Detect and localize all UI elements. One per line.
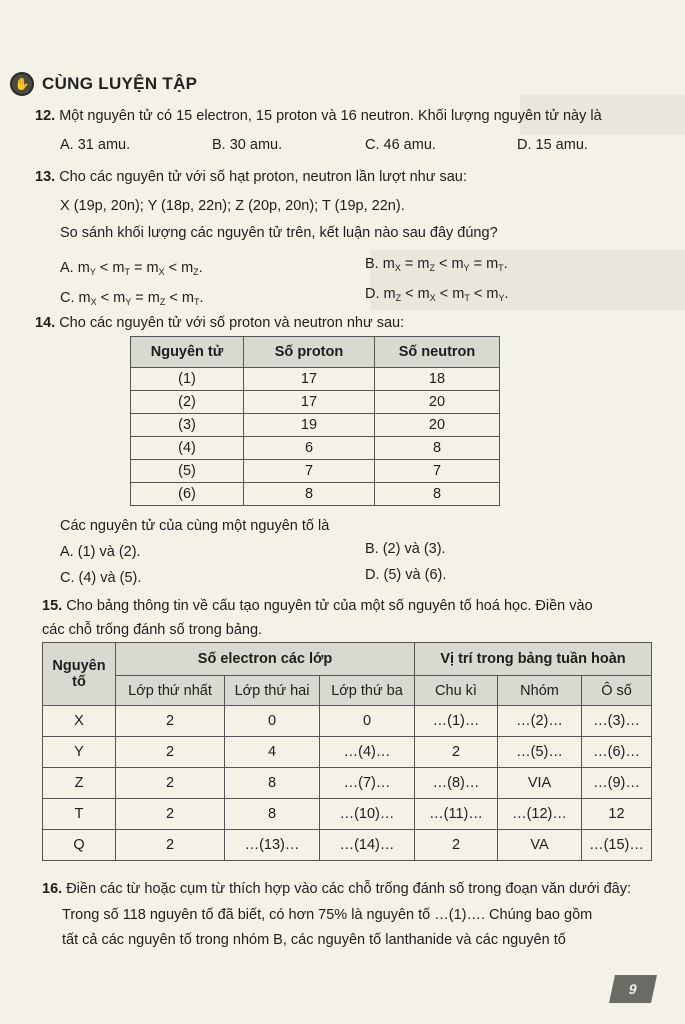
question-number: 12. xyxy=(35,108,56,124)
question-prompt: Các nguyên tử của cùng một nguyên tố là xyxy=(60,518,330,534)
option-b: B. (2) và (3). xyxy=(365,541,446,557)
table-cell: (1) xyxy=(131,368,244,391)
question-text: Cho bảng thông tin về cấu tạo nguyên tử của một số nguyên tố hoá học. Điền vào xyxy=(66,598,593,614)
question-number: 13. xyxy=(35,169,56,185)
table-cell: 8 xyxy=(375,437,500,460)
table-cell: …(7)… xyxy=(320,768,415,799)
table-row xyxy=(131,414,500,437)
table-cell: …(8)… xyxy=(415,768,498,799)
column-header xyxy=(43,643,116,706)
column-header: Lớp thứ ba xyxy=(320,676,415,706)
table-cell: 8 xyxy=(225,768,320,799)
table-cell: …(3)… xyxy=(582,706,652,737)
column-header: Nhóm xyxy=(498,676,582,706)
question-16 xyxy=(42,881,631,897)
table-cell: X xyxy=(43,706,116,737)
table-cell: 2 xyxy=(116,706,225,737)
table-cell: (3) xyxy=(131,414,244,437)
option-c: C. (4) và (5). xyxy=(60,570,142,586)
table-cell: (2) xyxy=(131,391,244,414)
table-cell: 17 xyxy=(244,391,375,414)
table-cell: (6) xyxy=(131,483,244,506)
paragraph-line: Trong số 118 nguyên tố đã biết, có hơn 75% là nguyên tố …(1)…. Chúng bao gồm xyxy=(62,907,593,923)
column-group-header: Vị trí trong bảng tuần hoàn xyxy=(415,643,652,676)
table-cell: 8 xyxy=(375,483,500,506)
table-cell: …(12)… xyxy=(498,799,582,830)
subscript: X xyxy=(90,297,97,307)
table-cell: 20 xyxy=(375,414,500,437)
header-line: tố xyxy=(72,674,86,690)
column-group-header: Số electron các lớp xyxy=(116,643,415,676)
table-cell: …(4)… xyxy=(320,737,415,768)
subscript: T xyxy=(124,267,130,277)
table-cell: 2 xyxy=(415,737,498,768)
table-cell: …(14)… xyxy=(320,830,415,861)
question-number: 14. xyxy=(35,315,56,331)
column-header: Lớp thứ nhất xyxy=(116,676,225,706)
table-row xyxy=(43,706,652,737)
table-cell: 2 xyxy=(116,737,225,768)
question-13 xyxy=(35,169,467,185)
header-line: Nguyên xyxy=(52,658,106,674)
section-title: CÙNG LUYỆN TẬP xyxy=(42,74,198,93)
element-table xyxy=(42,642,652,861)
table-cell: 2 xyxy=(116,768,225,799)
option-label: A. xyxy=(60,260,74,276)
table-cell: 2 xyxy=(116,830,225,861)
table-cell: Z xyxy=(43,768,116,799)
table-row xyxy=(43,830,652,861)
atoms-table xyxy=(130,336,500,506)
question-text: Một nguyên tử có 15 electron, 15 proton và 16 neutron. Khối lượng nguyên tử này là xyxy=(59,108,602,124)
option-b: B. $m_X = m_Z < m_Y = m_T$. xyxy=(365,256,508,273)
subscript: Y xyxy=(498,293,505,303)
subscript: Z xyxy=(395,293,402,303)
table-cell: …(15)… xyxy=(582,830,652,861)
subscript: Y xyxy=(125,297,132,307)
question-number: 16. xyxy=(42,881,63,897)
table-cell: VIA xyxy=(498,768,582,799)
table-cell: VA xyxy=(498,830,582,861)
table-cell: 8 xyxy=(244,483,375,506)
table-row xyxy=(131,391,500,414)
table-cell: …(1)… xyxy=(415,706,498,737)
table-row xyxy=(43,799,652,830)
table-cell: 2 xyxy=(116,799,225,830)
table-cell: Y xyxy=(43,737,116,768)
option-d: D. (5) và (6). xyxy=(365,567,447,583)
table-cell: 8 xyxy=(225,799,320,830)
table-cell: 20 xyxy=(375,391,500,414)
handshake-icon: ✋ xyxy=(10,72,34,96)
subscript: X xyxy=(394,263,401,273)
section-heading xyxy=(10,72,197,96)
table-cell: …(10)… xyxy=(320,799,415,830)
table-cell: Q xyxy=(43,830,116,861)
table-cell: 0 xyxy=(225,706,320,737)
table-row xyxy=(43,737,652,768)
table-cell: (4) xyxy=(131,437,244,460)
table-row xyxy=(131,460,500,483)
column-header: Nguyên tử xyxy=(131,337,244,368)
column-header: Số neutron xyxy=(375,337,500,368)
option-label: C. xyxy=(60,290,75,306)
subscript: T xyxy=(193,297,200,307)
page-number xyxy=(609,975,657,1003)
question-prompt: So sánh khối lượng các nguyên tử trên, kết luận nào sau đây đúng? xyxy=(60,225,498,241)
table-cell: …(6)… xyxy=(582,737,652,768)
table-cell: 18 xyxy=(375,368,500,391)
table-row xyxy=(131,368,500,391)
column-header: Lớp thứ hai xyxy=(225,676,320,706)
table-cell: T xyxy=(43,799,116,830)
table-cell: 19 xyxy=(244,414,375,437)
table-cell: 12 xyxy=(582,799,652,830)
table-cell: 7 xyxy=(375,460,500,483)
question-text: Cho các nguyên tử với số hạt proton, neutron lần lượt như sau: xyxy=(59,169,467,185)
table-row xyxy=(131,437,500,460)
table-cell: 6 xyxy=(244,437,375,460)
question-15 xyxy=(42,598,593,614)
question-12 xyxy=(35,108,602,124)
table-cell: …(13)… xyxy=(225,830,320,861)
subscript: Z xyxy=(429,263,435,273)
paragraph-line: tất cả các nguyên tố trong nhóm B, các nguyên tố lanthanide và các nguyên tố xyxy=(62,932,566,948)
option-d: D. $m_Z < m_X < m_T < m_Y$. xyxy=(365,286,509,303)
question-text: các chỗ trống đánh số trong bảng. xyxy=(42,622,263,638)
table-cell: …(11)… xyxy=(415,799,498,830)
atom-list: X (19p, 20n); Y (18p, 22n); Z (20p, 20n); T (19p, 22n). xyxy=(60,198,405,214)
table-cell: 7 xyxy=(244,460,375,483)
option-label: D. xyxy=(365,286,380,302)
table-cell: 2 xyxy=(415,830,498,861)
question-text: Cho các nguyên tử với số proton và neutron như sau: xyxy=(59,315,405,331)
option-a: A. 31 amu. xyxy=(60,137,131,153)
option-b: B. 30 amu. xyxy=(212,137,283,153)
question-text: Điền các từ hoặc cụm từ thích hợp vào các chỗ trống đánh số trong đoạn văn dưới đây: xyxy=(66,881,632,897)
option-a: A. (1) và (2). xyxy=(60,544,141,560)
question-14 xyxy=(35,315,404,331)
column-header: Ô số xyxy=(582,676,652,706)
subscript: Y xyxy=(463,263,470,273)
option-c: C. 46 amu. xyxy=(365,137,436,153)
subscript: Y xyxy=(89,267,96,277)
subscript: X xyxy=(158,267,165,277)
subscript: Z xyxy=(159,297,166,307)
table-cell: (5) xyxy=(131,460,244,483)
table-cell: 0 xyxy=(320,706,415,737)
subscript: X xyxy=(429,293,436,303)
table-cell: 17 xyxy=(244,368,375,391)
question-number: 15. xyxy=(42,598,63,614)
table-cell: …(2)… xyxy=(498,706,582,737)
column-header: Chu kì xyxy=(415,676,498,706)
subscript: Z xyxy=(193,267,199,277)
column-header: Số proton xyxy=(244,337,375,368)
table-cell: …(9)… xyxy=(582,768,652,799)
subscript: T xyxy=(464,293,470,303)
page-number-text: 9 xyxy=(627,981,639,997)
option-c: C. $m_X < m_Y = m_Z < m_T$. xyxy=(60,290,204,307)
option-d: D. 15 amu. xyxy=(517,137,588,153)
option-a: A. $m_Y < m_T = m_X < m_Z$. xyxy=(60,260,203,277)
subscript: T xyxy=(498,263,504,273)
table-row xyxy=(131,483,500,506)
option-label: B. xyxy=(365,256,379,272)
table-row xyxy=(43,768,652,799)
table-cell: …(5)… xyxy=(498,737,582,768)
table-cell: 4 xyxy=(225,737,320,768)
